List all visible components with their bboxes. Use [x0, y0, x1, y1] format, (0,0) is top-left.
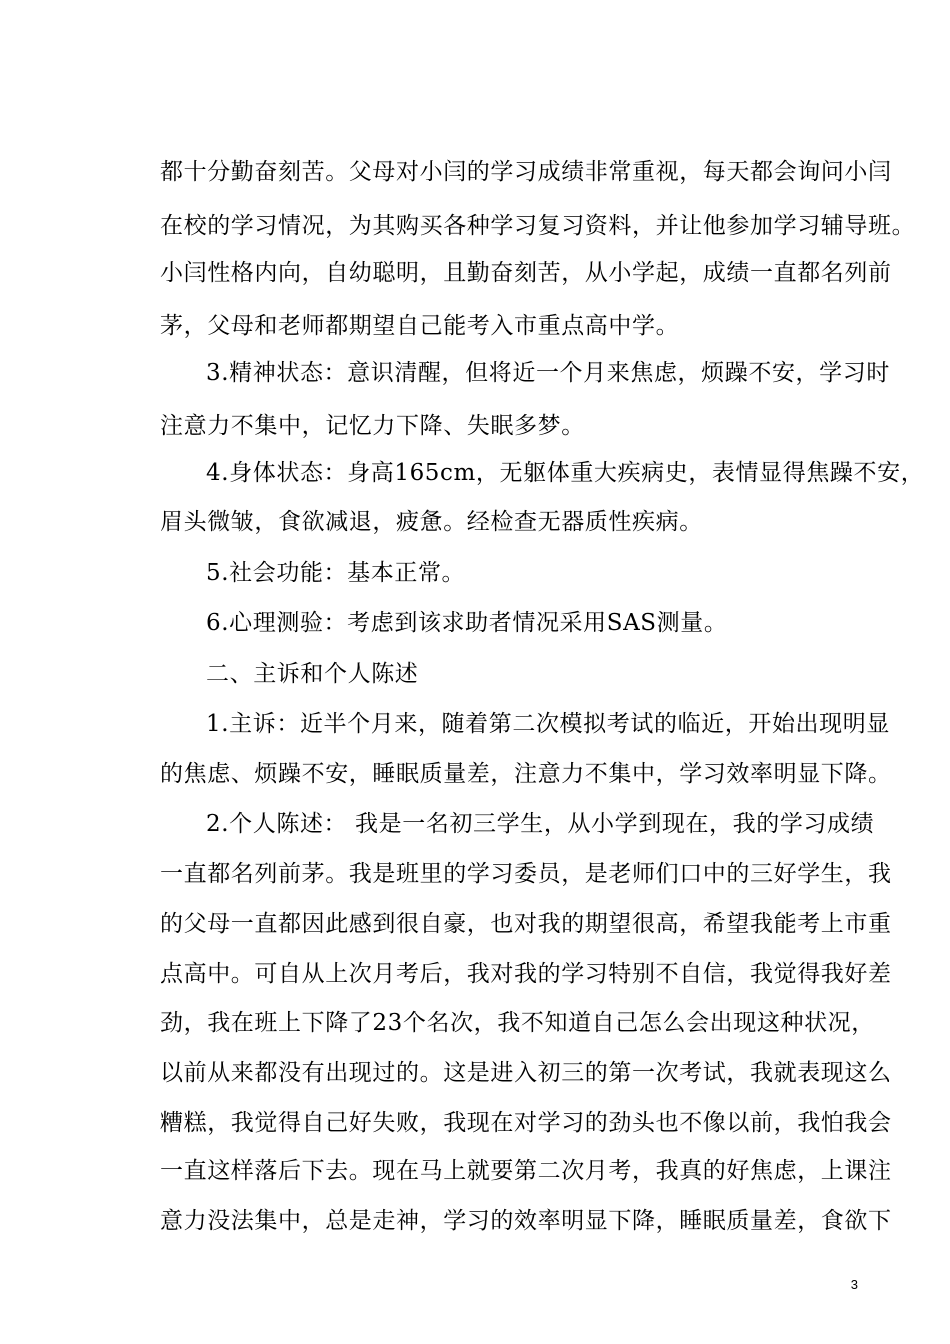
text-line: 3.精神状态：意识清醒，但将近一个月来焦虑，烦躁不安，学习时 — [206, 360, 890, 386]
text-line: 糟糕，我觉得自己好失败，我现在对学习的劲头也不像以前，我怕我会 — [160, 1110, 892, 1136]
text-line: 6.心理测验：考虑到该求助者情况采用SAS测量。 — [206, 610, 728, 636]
text-line: 的父母一直都因此感到很自豪，也对我的期望很高，希望我能考上市重 — [160, 911, 892, 937]
text-line: 以前从来都没有出现过的。这是进入初三的第一次考试，我就表现这么 — [160, 1060, 892, 1086]
text-line: 2.个人陈述： 我是一名初三学生，从小学到现在，我的学习成绩 — [206, 811, 875, 837]
text-line: 在校的学习情况，为其购买各种学习复习资料，并让他参加学习辅导班。 — [160, 213, 916, 239]
text-line: 点高中。可自从上次月考后，我对我的学习特别不自信，我觉得我好差 — [160, 961, 892, 987]
text-line: 眉头微皱，食欲减退，疲惫。经检查无器质性疾病。 — [160, 509, 703, 535]
page-number: 3 — [850, 1277, 858, 1292]
text-line: 劲，我在班上下降了23个名次，我不知道自己怎么会出现这种状况， — [160, 1010, 875, 1036]
text-line: 1.主诉：近半个月来，随着第二次模拟考试的临近，开始出现明显 — [206, 711, 890, 737]
text-line: 注意力不集中，记忆力下降、失眠多梦。 — [160, 413, 585, 439]
text-line: 一直都名列前茅。我是班里的学习委员，是老师们口中的三好学生，我 — [160, 861, 892, 887]
text-line: 都十分勤奋刻苦。父母对小闫的学习成绩非常重视，每天都会询问小闫 — [160, 159, 892, 185]
text-line: 4.身体状态：身高165cm，无躯体重大疾病史，表情显得焦躁不安， — [206, 460, 925, 486]
section-heading: 二、主诉和个人陈述 — [206, 661, 419, 687]
text-line: 一直这样落后下去。现在马上就要第二次月考，我真的好焦虑，上课注 — [160, 1158, 892, 1184]
text-line: 茅，父母和老师都期望自己能考入市重点高中学。 — [160, 313, 680, 339]
text-line: 的焦虑、烦躁不安，睡眠质量差，注意力不集中，学习效率明显下降。 — [160, 761, 892, 787]
text-line: 小闫性格内向，自幼聪明，且勤奋刻苦，从小学起，成绩一直都名列前 — [160, 260, 892, 286]
text-line: 意力没法集中，总是走神，学习的效率明显下降，睡眠质量差，食欲下 — [160, 1208, 892, 1234]
text-line: 5.社会功能：基本正常。 — [206, 560, 466, 586]
